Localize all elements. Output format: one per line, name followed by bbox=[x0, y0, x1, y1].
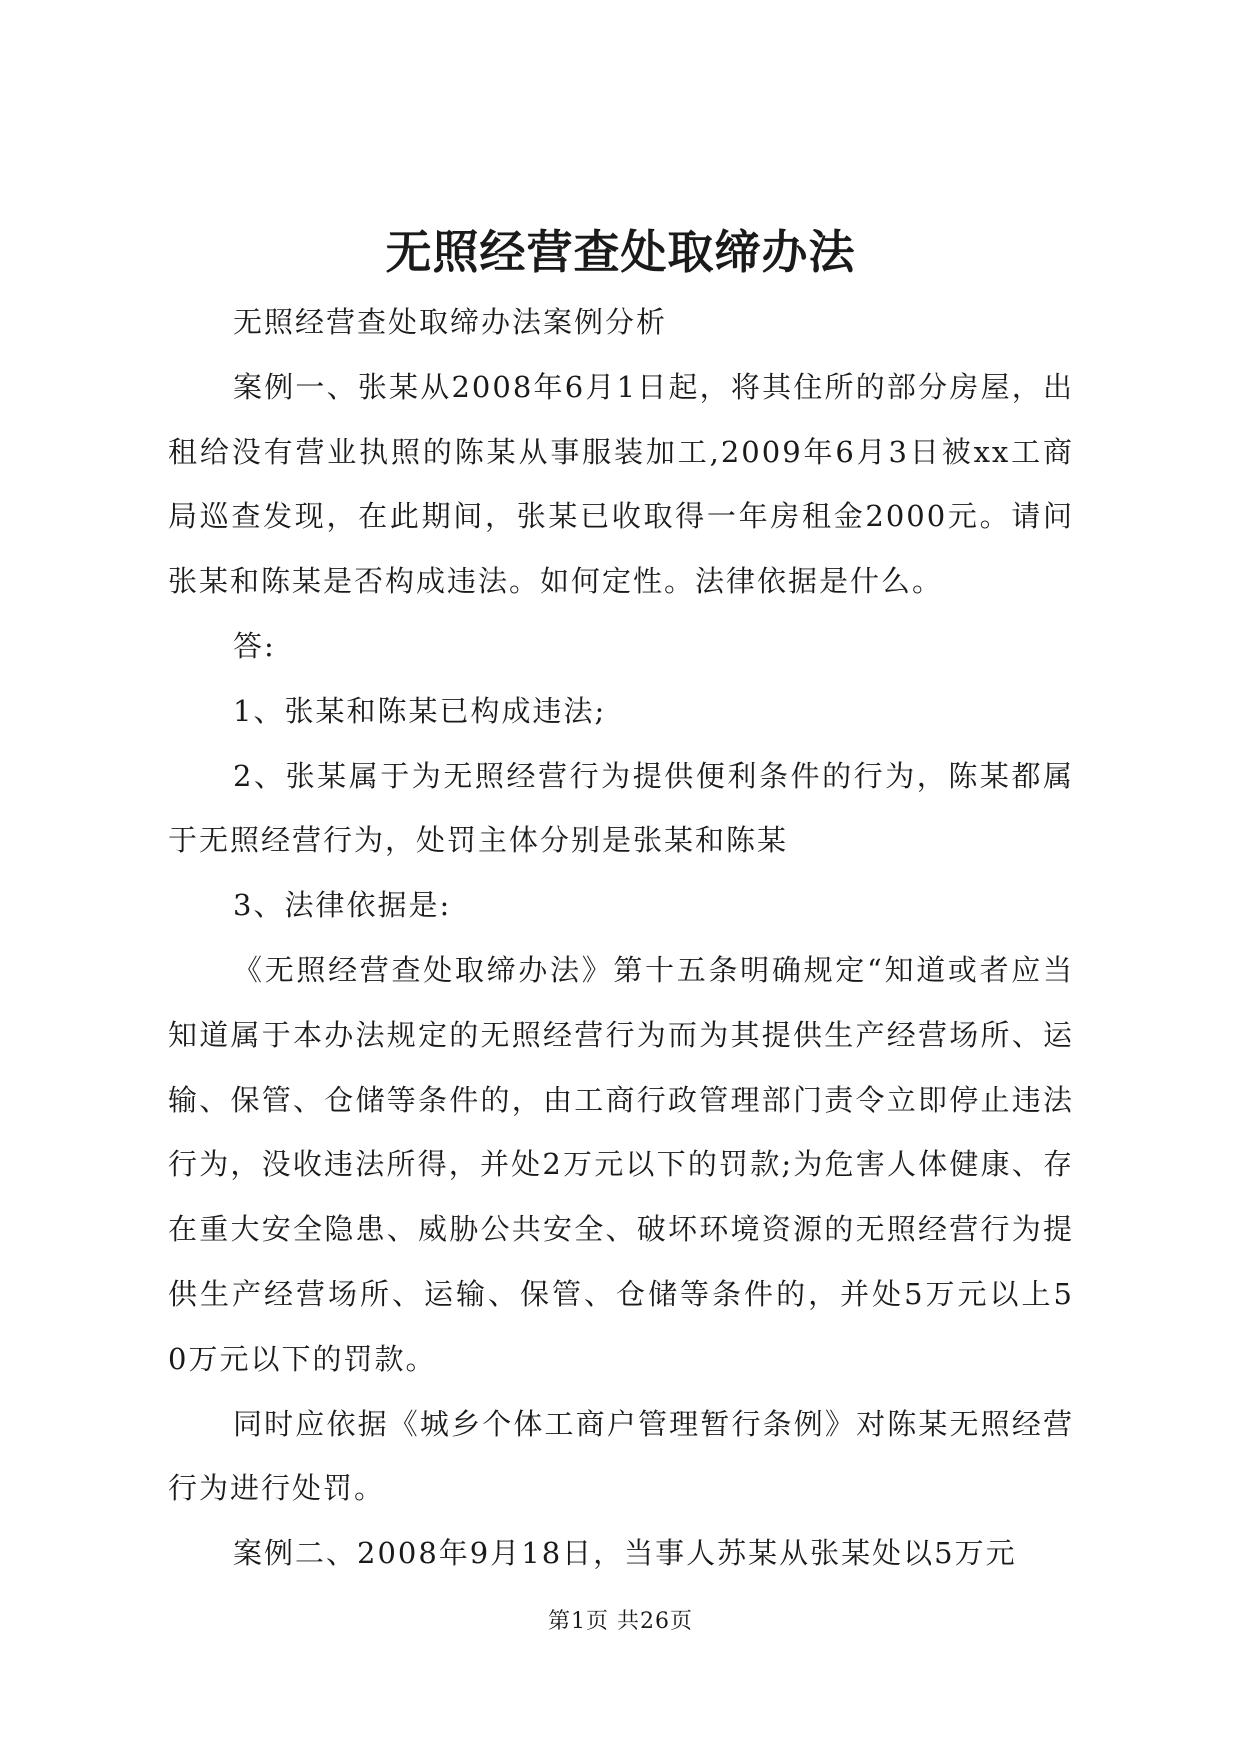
paragraph-legal-basis: 《无照经营查处取缔办法》第十五条明确规定“知道或者应当知道属于本办法规定的无照经营行为而为其提供生产经营场所、运输、保管、仓储等条件的，由工商行政管理部门责令立即停止违法行为，没收违法所得，并处2万元以下的罚款;为危害人体健康、存在重大安全隐患、威胁公共安全、破坏环境资源的无照经营行为提供生产经营场所、运输、保管、仓储等条件的，并处5万元以上5 0万元以下的罚款。 bbox=[168, 952, 1074, 1376]
document-title: 无照经营查处取缔办法 bbox=[385, 225, 856, 279]
paragraph-also-apply: 同时应依据《城乡个体工商户管理暂行条例》对陈某无照经营行为进行处罚。 bbox=[168, 1406, 1074, 1506]
paragraph-answer-3: 3、法律依据是: bbox=[233, 888, 452, 923]
paragraph-answer-2: 2、张某属于为无照经营行为提供便利条件的行为，陈某都属于无照经营行为，处罚主体分别是张某和陈某 bbox=[168, 758, 1074, 858]
document-body bbox=[168, 290, 1074, 1586]
paragraph-case-one: 案例一、张某从2008年6月1日起，将其住所的部分房屋，出租给没有营业执照的陈某从事服装加工,2009年6月3日被xx工商局巡查发现，在此期间，张某已收取得一年房租金2000元。请问张某和陈某是否构成违法。如何定性。法律依据是什么。 bbox=[168, 369, 1074, 599]
paragraph-case-two: 案例二、2008年9月18日，当事人苏某从张某处以5万元 bbox=[233, 1536, 1017, 1571]
paragraph-subtitle: 无照经营查处取缔办法案例分析 bbox=[233, 305, 668, 339]
paragraph-answer-label: 答: bbox=[233, 628, 276, 663]
page-footer: 第1页 共26页 bbox=[548, 1609, 693, 1634]
paragraph-answer-1: 1、张某和陈某已构成违法; bbox=[233, 693, 607, 728]
